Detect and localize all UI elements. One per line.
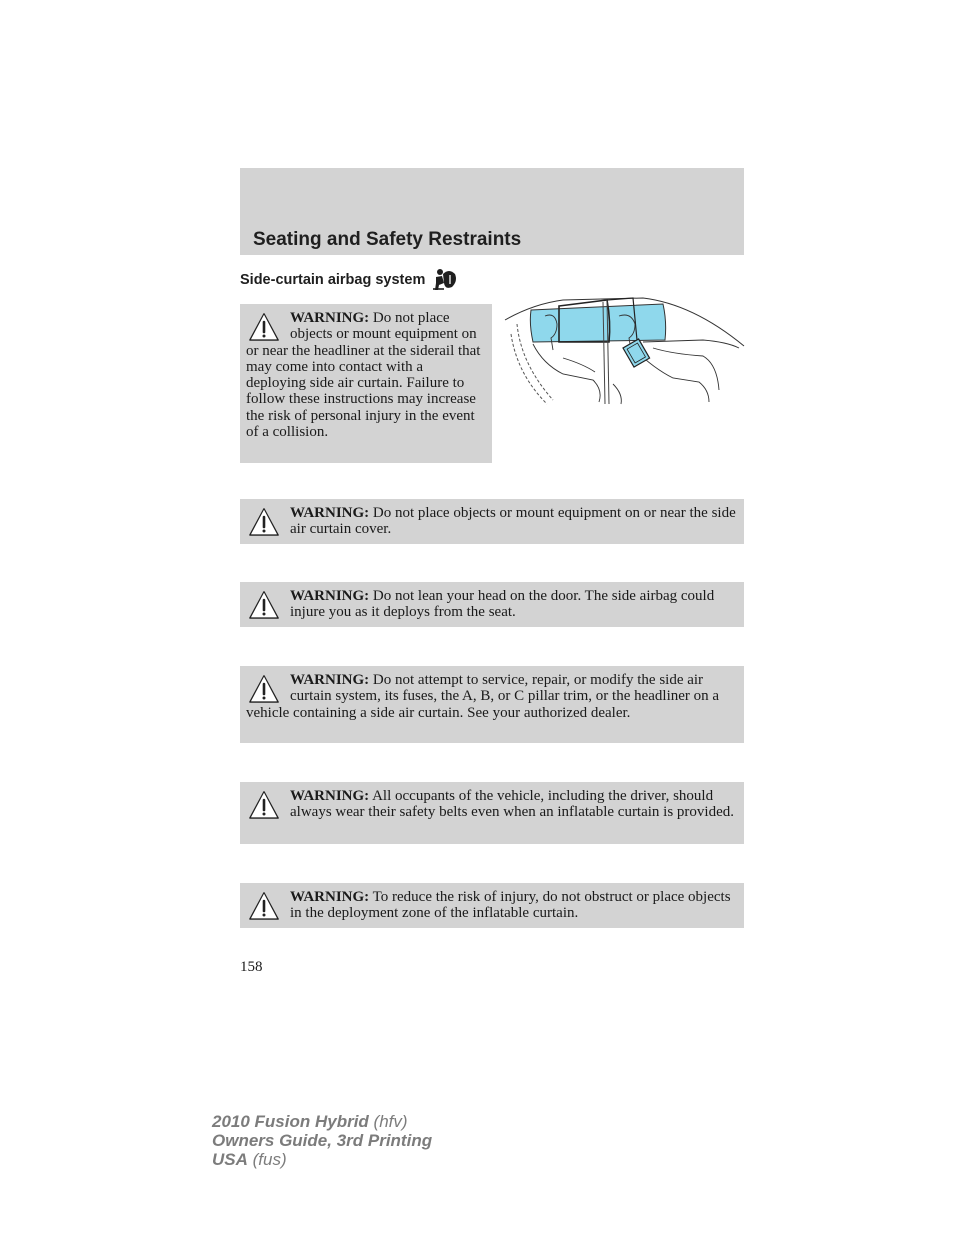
warning-box-curtain-cover — [240, 499, 744, 544]
document-footer — [212, 1112, 432, 1169]
warning-label: WARNING: — [290, 505, 370, 521]
footer-line-model — [212, 1112, 432, 1131]
warning-triangle-icon — [248, 674, 280, 704]
warning-text: All occupants of the vehicle, including the driver, should always wear their safety belts even when an inflatable curtain is provided. — [290, 788, 735, 821]
airbag-seat-icon — [430, 268, 458, 292]
warning-triangle-icon — [248, 507, 280, 537]
warning-triangle-icon — [248, 790, 280, 820]
footer-market: USA — [212, 1150, 248, 1169]
footer-line-market — [212, 1150, 432, 1169]
footer-model-code: (hfv) — [368, 1112, 408, 1131]
warning-text: Do not place objects or mount equipment on or near the side air curtain cover. — [290, 505, 736, 538]
chapter-title: Seating and Safety Restraints — [253, 229, 522, 250]
warning-label: WARNING: — [290, 310, 370, 326]
warning-box-service — [240, 666, 744, 743]
warning-triangle-icon — [248, 312, 280, 342]
footer-line-guide — [212, 1131, 432, 1150]
section-heading — [240, 268, 458, 292]
section-header-band — [240, 168, 744, 255]
warning-text: Do not attempt to service, repair, or modify the side air curtain system, its fuses, the A, B, or C pillar trim, or the headliner on a vehicle containing a side air curtain. See your authorized dealer. — [246, 672, 720, 721]
side-curtain-illustration — [503, 294, 745, 408]
warning-text: To reduce the risk of injury, do not obstruct or place objects in the deployment zone of the inflatable curtain. — [290, 889, 731, 922]
warning-box-safety-belts — [240, 782, 744, 844]
footer-market-code: (fus) — [247, 1150, 287, 1169]
warning-text: Do not lean your head on the door. The side airbag could injure you as it deploys from the seat. — [290, 588, 715, 621]
section-heading-text: Side-curtain airbag system — [240, 272, 426, 288]
warning-box-lean-head — [240, 582, 744, 627]
warning-label: WARNING: — [290, 788, 370, 804]
warning-box-headliner — [240, 304, 492, 463]
warning-label: WARNING: — [290, 889, 370, 905]
warning-label: WARNING: — [290, 672, 370, 688]
warning-label: WARNING: — [290, 588, 370, 604]
footer-guide: Owners Guide, 3rd Printing — [212, 1131, 433, 1150]
warning-triangle-icon — [248, 590, 280, 620]
warning-text: Do not place objects or mount equipment on or near the headliner at the siderail that may come into contact with a deploying side air curtain. Failure to follow these instructions may increase the risk of personal injury in the event of a collision. — [246, 310, 481, 441]
footer-model: 2010 Fusion Hybrid — [212, 1112, 369, 1131]
warning-box-deployment-zone — [240, 883, 744, 928]
warning-triangle-icon — [248, 891, 280, 921]
page-number: 158 — [240, 959, 263, 975]
